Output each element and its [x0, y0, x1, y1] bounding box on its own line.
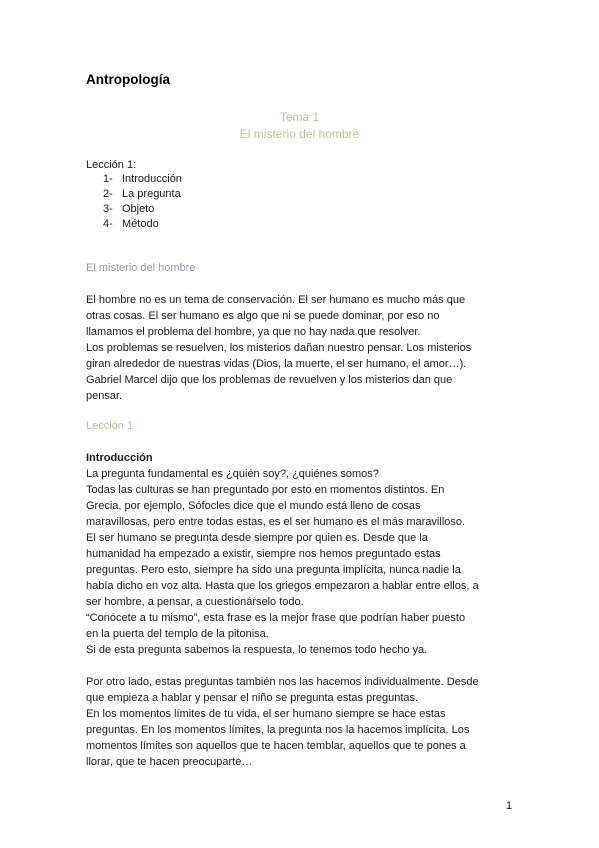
index-item [103, 172, 182, 187]
paragraph-line: Por otro lado, estas preguntas también nos las hacemos individualmente. Desde [86, 676, 479, 688]
index-heading: Lección 1: [86, 159, 137, 171]
paragraph-line: que empieza a hablar y pensar el niño se pregunta estas preguntas. [86, 692, 419, 704]
document-title: Antropología [86, 72, 170, 87]
section-heading-misterio: El misterio del hombre [86, 262, 196, 274]
index-item-number: 4- [103, 218, 113, 230]
tema-title: El misterio del hombre [239, 127, 360, 141]
paragraph-line: El hombre no es un tema de conservación. El ser humano es mucho más que [86, 294, 466, 306]
index-item-label: Método [122, 218, 159, 230]
index-item-number: 1- [103, 173, 113, 185]
intro-heading: Introducción [86, 452, 153, 464]
paragraph-line: Si de esta pregunta sabemos la respuesta, lo tenemos todo hecho ya. [86, 644, 428, 656]
paragraph-line: “Conócete a tu mismo”, esta frase es la mejor frase que podrían haber puesto [86, 612, 466, 624]
index-item-label: La pregunta [122, 188, 181, 200]
index-item [103, 202, 182, 217]
paragraph-line: preguntas. En los momentos límites, la pregunta nos la hacemos implícita. Los [86, 724, 470, 736]
paragraph-introduccion [86, 466, 516, 658]
paragraph-line: maravillosas, pero entre todas estas, es el ser humano es el más maravilloso. [86, 516, 466, 528]
paragraph-line: En los momentos límites de tu vida, el ser humano siempre se hace estas [86, 708, 446, 720]
paragraph-line: había dicho en voz alta. Hasta que los griegos empezaron a hablar entre ellos, a [86, 580, 479, 592]
paragraph-line: en la puerta del templo de la pitonisa. [86, 628, 269, 640]
index-item-label: Objeto [122, 203, 155, 215]
paragraph-misterio [86, 292, 516, 404]
paragraph-line: Grecia, por ejemplo, Sófocles dice que el mundo está lleno de cosas [86, 500, 421, 512]
tema-number: Tema 1 [279, 110, 320, 124]
paragraph-line: giran alrededor de nuestras vidas (Dios, la muerte, el ser humano, el amor…). [86, 358, 467, 370]
index-item [103, 217, 182, 232]
paragraph-individual [86, 674, 516, 770]
index-item-number: 2- [103, 188, 113, 200]
page-number: 1 [506, 800, 513, 812]
index-item [103, 187, 182, 202]
section-heading-leccion: Lección 1 [86, 420, 134, 432]
paragraph-line: preguntas. Pero esto, siempre ha sido una pregunta implícita, nunca nadie la [86, 564, 461, 576]
paragraph-line: Los problemas se resuelven, los misterios dañan nuestro pensar. Los misterios [86, 342, 472, 354]
paragraph-line: otras cosas. El ser humano es algo que ni se puede dominar, por eso no [86, 310, 440, 322]
paragraph-line: llorar, que te hacen preocuparte… [86, 756, 253, 768]
index-item-number: 3- [103, 203, 113, 215]
index-item-label: Introducción [122, 173, 182, 185]
paragraph-line: humanidad ha empezado a existir, siempre nos hemos preguntado estas [86, 548, 441, 560]
paragraph-line: momentos límites son aquellos que te hacen temblar, aquellos que te pones a [86, 740, 466, 752]
paragraph-line: Gabriel Marcel dijo que los problemas de revuelven y los misterios dan que [86, 374, 453, 386]
paragraph-line: ser hombre, a pensar, a cuestionárselo todo. [86, 596, 304, 608]
paragraph-line: El ser humano se pregunta desde siempre por quien es. Desde que la [86, 532, 428, 544]
index-list [103, 172, 182, 232]
paragraph-line: La pregunta fundamental es ¿quién soy?, ¿quiénes somos? [86, 468, 379, 480]
paragraph-line: llamamos el problema del hombre, ya que no hay nada que resolver. [86, 326, 421, 338]
paragraph-line: Todas las culturas se han preguntado por esto en momentos distintos. En [86, 484, 445, 496]
paragraph-line: pensar. [86, 390, 123, 402]
